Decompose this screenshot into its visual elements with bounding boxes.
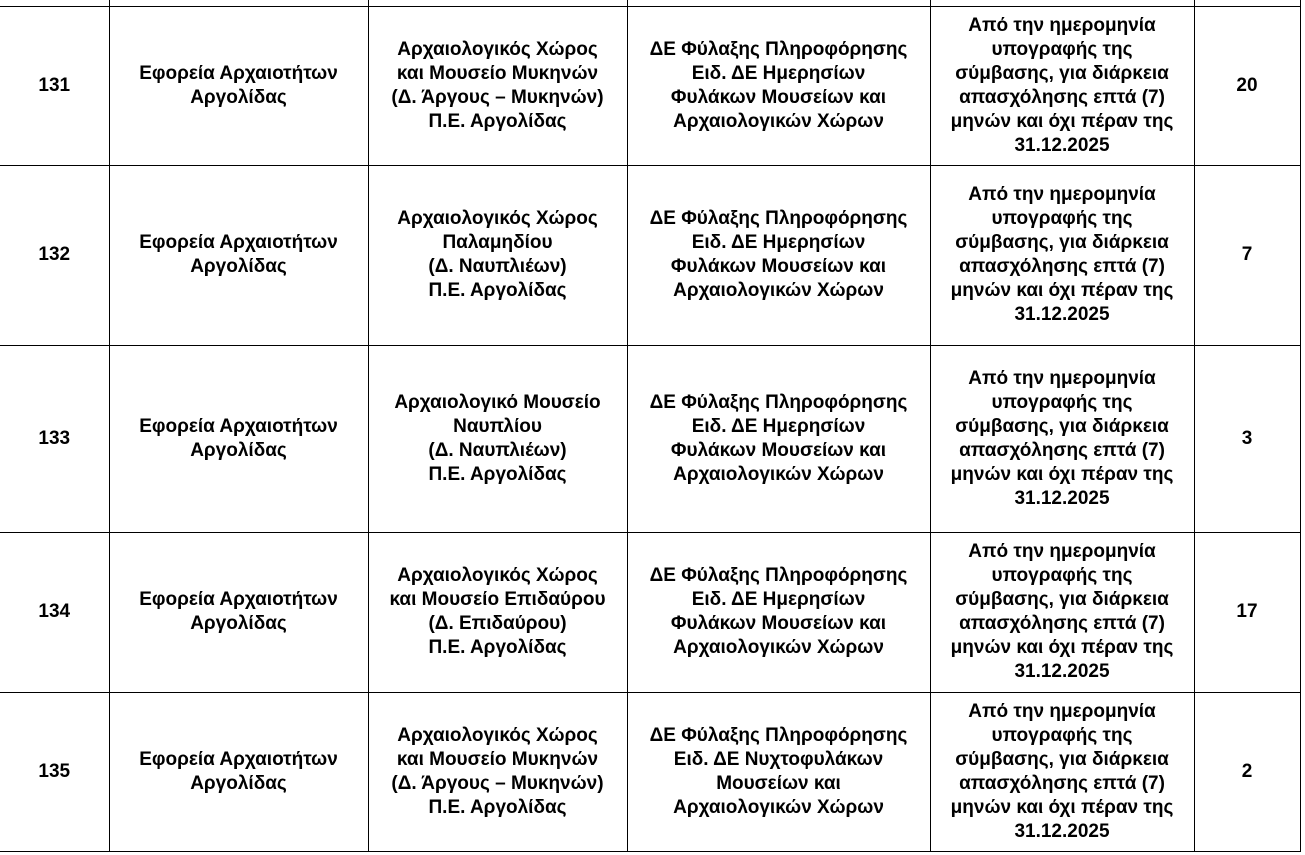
table-row — [0, 6, 1300, 165]
row-number-cell: 131 — [0, 6, 109, 165]
position-count-cell: 17 — [1194, 532, 1300, 692]
position-count-cell: 2 — [1194, 692, 1300, 851]
location-cell: Αρχαιολογικός Χώρος και Μουσείο Επιδαύρου (Δ. Επιδαύρου) Π.Ε. Αργολίδας — [368, 532, 627, 692]
row-number-cell: 134 — [0, 532, 109, 692]
duration-cell: Από την ημερομηνία υπογραφής της σύμβασης, για διάρκεια απασχόλησης επτά (7) μηνών και όχι πέραν της 31.12.2025 — [930, 345, 1194, 532]
duration-cell: Από την ημερομηνία υπογραφής της σύμβασης, για διάρκεια απασχόλησης επτά (7) μηνών και όχι πέραν της 31.12.2025 — [930, 165, 1194, 345]
row-number-cell: 132 — [0, 165, 109, 345]
duration-cell: Από την ημερομηνία υπογραφής της σύμβασης, για διάρκεια απασχόλησης επτά (7) μηνών και όχι πέραν της 31.12.2025 — [930, 692, 1194, 851]
location-cell: Αρχαιολογικός Χώρος και Μουσείο Μυκηνών (Δ. Άργους – Μυκηνών) Π.Ε. Αργολίδας — [368, 6, 627, 165]
table-row — [0, 345, 1300, 532]
location-cell: Αρχαιολογικός Χώρος και Μουσείο Μυκηνών (Δ. Άργους – Μυκηνών) Π.Ε. Αργολίδας — [368, 692, 627, 851]
position-count-cell: 7 — [1194, 165, 1300, 345]
specialty-cell: ΔΕ Φύλαξης Πληροφόρησης Ειδ. ΔΕ Νυχτοφυλάκων Μουσείων και Αρχαιολογικών Χώρων — [627, 692, 930, 851]
agency-cell: Εφορεία Αρχαιοτήτων Αργολίδας — [109, 165, 368, 345]
specialty-cell: ΔΕ Φύλαξης Πληροφόρησης Ειδ. ΔΕ Ημερησίων Φυλάκων Μουσείων και Αρχαιολογικών Χώρων — [627, 532, 930, 692]
duration-cell: Από την ημερομηνία υπογραφής της σύμβασης, για διάρκεια απασχόλησης επτά (7) μηνών και όχι πέραν της 31.12.2025 — [930, 6, 1194, 165]
position-count-cell: 20 — [1194, 6, 1300, 165]
specialty-cell: ΔΕ Φύλαξης Πληροφόρησης Ειδ. ΔΕ Ημερησίων Φυλάκων Μουσείων και Αρχαιολογικών Χώρων — [627, 345, 930, 532]
specialty-cell: ΔΕ Φύλαξης Πληροφόρησης Ειδ. ΔΕ Ημερησίων Φυλάκων Μουσείων και Αρχαιολογικών Χώρων — [627, 165, 930, 345]
agency-cell: Εφορεία Αρχαιοτήτων Αργολίδας — [109, 532, 368, 692]
table-row — [0, 532, 1300, 692]
duration-cell: Από την ημερομηνία υπογραφής της σύμβασης, για διάρκεια απασχόλησης επτά (7) μηνών και όχι πέραν της 31.12.2025 — [930, 532, 1194, 692]
row-number-cell: 133 — [0, 345, 109, 532]
agency-cell: Εφορεία Αρχαιοτήτων Αργολίδας — [109, 6, 368, 165]
location-cell: Αρχαιολογικός Χώρος Παλαμηδίου (Δ. Ναυπλιέων) Π.Ε. Αργολίδας — [368, 165, 627, 345]
location-cell: Αρχαιολογικό Μουσείο Ναυπλίου (Δ. Ναυπλιέων) Π.Ε. Αργολίδας — [368, 345, 627, 532]
table-row — [0, 692, 1300, 851]
row-number-cell: 135 — [0, 692, 109, 851]
position-count-cell: 3 — [1194, 345, 1300, 532]
agency-cell: Εφορεία Αρχαιοτήτων Αργολίδας — [109, 692, 368, 851]
agency-cell: Εφορεία Αρχαιοτήτων Αργολίδας — [109, 345, 368, 532]
table-row — [0, 165, 1300, 345]
specialty-cell: ΔΕ Φύλαξης Πληροφόρησης Ειδ. ΔΕ Ημερησίων Φυλάκων Μουσείων και Αρχαιολογικών Χώρων — [627, 6, 930, 165]
